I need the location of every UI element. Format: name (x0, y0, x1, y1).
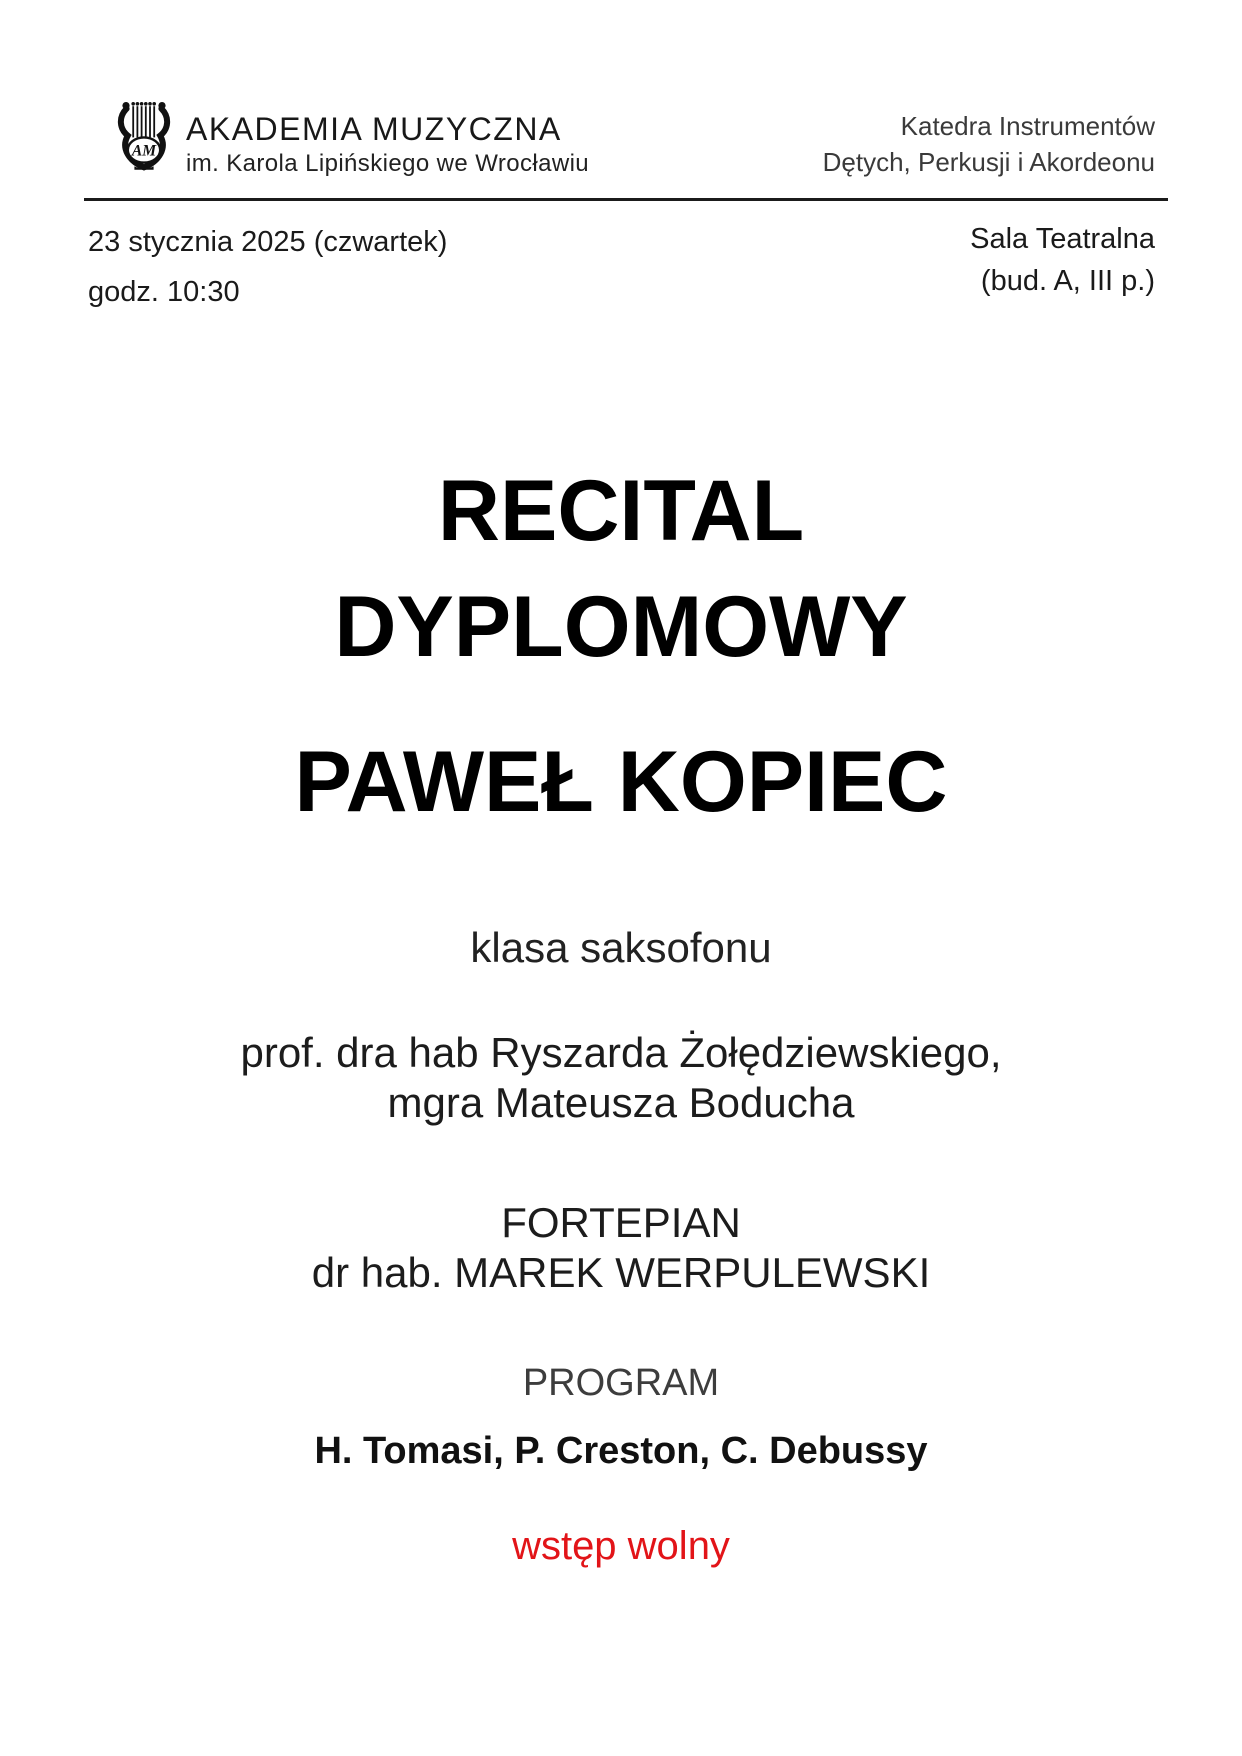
institution-subtitle: im. Karola Lipińskiego we Wrocławiu (186, 150, 590, 178)
recital-title-line1: RECITAL (437, 463, 805, 559)
accompanist-name: dr hab. MAREK WERPULEWSKI (311, 1248, 931, 1296)
department-line1: Katedra Instrumentów (900, 111, 1155, 141)
event-venue: Sala Teatralna (970, 223, 1155, 255)
department-line2: Dętych, Perkusji i Akordeonu (822, 147, 1155, 178)
event-date: 23 stycznia 2025 (czwartek) (88, 226, 448, 258)
program-composers: H. Tomasi, P. Creston, C. Debussy (314, 1430, 928, 1472)
accompaniment-block (0, 1198, 1242, 1297)
lyre-icon (114, 96, 174, 174)
teacher-line2: mgra Mateusza Boducha (387, 1078, 855, 1126)
header-divider (84, 198, 1168, 201)
venue-block (970, 218, 1155, 302)
institution-block (186, 110, 589, 178)
teacher-line1: prof. dra hab Ryszarda Żołędziewskiego, (240, 1029, 1002, 1076)
program-label: PROGRAM (522, 1362, 720, 1404)
department-block (823, 108, 1155, 181)
academy-lyre-logo (114, 96, 174, 174)
admission-note: wstęp wolny (512, 1524, 730, 1568)
recital-title-line2: DYPLOMOWY (334, 579, 908, 675)
teachers-block (0, 1028, 1242, 1127)
event-venue-detail: (bud. A, III p.) (980, 265, 1155, 298)
class-label: klasa saksofonu (470, 924, 772, 971)
date-time-block (88, 218, 447, 318)
performer-name: PAWEŁ KOPIEC (294, 734, 948, 830)
institution-name: AKADEMIA MUZYCZNA (186, 111, 562, 147)
accompaniment-role: FORTEPIAN (501, 1199, 741, 1246)
event-time: godz. 10:30 (88, 275, 240, 308)
logo-monogram: AM (131, 142, 157, 160)
